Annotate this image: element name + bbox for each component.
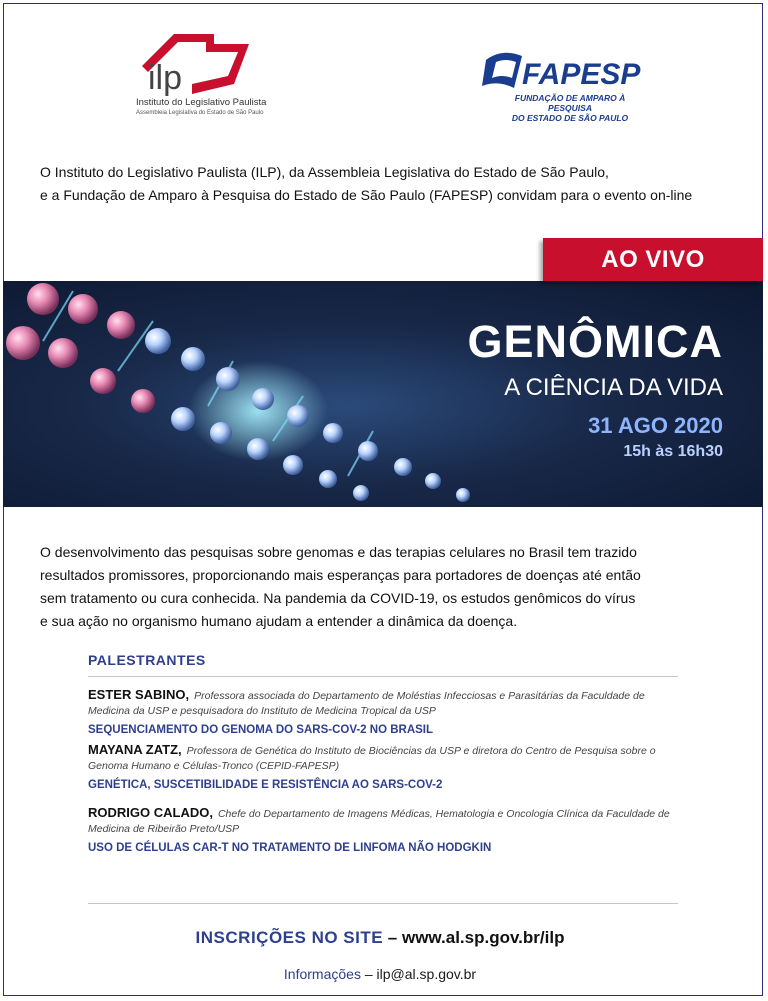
ilp-caption [136, 98, 286, 116]
signup-label: INSCRIÇÕES NO SITE [195, 928, 384, 947]
ilp-subtitle: Assembleia Legislativa do Estado de São Paulo [136, 109, 264, 116]
event-title: GENÔMICA [467, 316, 723, 367]
signup-line [0, 928, 760, 948]
description-line: e sua ação no organismo humano ajudam a entender a dinâmica da doença. [40, 613, 518, 629]
speaker-item [88, 687, 688, 736]
live-badge: AO VIVO [543, 238, 763, 281]
speaker-name: MAYANA ZATZ, [88, 742, 182, 757]
ilp-name: Instituto do Legislativo Paulista [136, 97, 267, 108]
intro-text [40, 161, 740, 207]
talk-title: USO DE CÉLULAS CAR-T NO TRATAMENTO DE LINFOMA NÃO HODGKIN [88, 842, 492, 854]
description-line: sem tratamento ou cura conhecida. Na pandemia da COVID-19, os estudos genômicos do vírus [40, 590, 636, 606]
description-line: O desenvolvimento das pesquisas sobre genomas e das terapias celulares no Brasil tem trazido [40, 544, 637, 560]
speaker-description: Professora de Genética do Instituto de Biociências da USP e diretora do Centro de Pesquisa sobre o Genoma Humano e Células-Tronco (CEPID-FAPESP) [88, 745, 656, 772]
info-email-link[interactable]: ilp@al.sp.gov.br [376, 966, 477, 982]
speaker-item [88, 742, 688, 791]
signup-separator: – [383, 928, 402, 947]
signup-link[interactable]: www.al.sp.gov.br/ilp [401, 928, 565, 947]
fapesp-caption [495, 94, 645, 123]
info-line [0, 966, 760, 982]
divider [88, 676, 678, 677]
talk-title: GENÉTICA, SUSCETIBILIDADE E RESISTÊNCIA AO SARS-COV-2 [88, 779, 443, 791]
info-label: Informações [283, 966, 361, 982]
event-date: 31 AGO 2020 [588, 413, 723, 438]
description-line: resultados promissores, proporcionando mais esperanças para portadores de doenças até então [40, 567, 641, 583]
divider [88, 903, 678, 904]
ilp-mark: ilp [148, 59, 183, 97]
event-banner [3, 281, 763, 507]
fapesp-caption-line2: DO ESTADO DE SÃO PAULO [511, 112, 629, 123]
event-subtitle: A CIÊNCIA DA VIDA [504, 374, 723, 401]
talk-title: SEQUENCIAMENTO DO GENOMA DO SARS-COV-2 NO BRASIL [88, 724, 434, 736]
fapesp-mark: FAPESP [522, 58, 641, 91]
speaker-description: Chefe do Departamento de Imagens Médicas, Hematologia e Oncologia Clínica da Faculdade de Medicina de Ribeirão Preto/USP [88, 808, 670, 835]
ilp-house-icon [134, 26, 274, 101]
intro-line: e a Fundação de Amparo à Pesquisa do Estado de São Paulo (FAPESP) convidam para o evento on-line [40, 187, 693, 203]
speaker-item [88, 805, 688, 854]
speakers-header: PALESTRANTES [88, 652, 206, 668]
intro-line: O Instituto do Legislativo Paulista (ILP), da Assembleia Legislativa do Estado de São Paulo, [40, 164, 609, 180]
speakers-section [88, 652, 688, 860]
speaker-name: ESTER SABINO, [88, 687, 190, 702]
info-separator: – [360, 966, 377, 982]
banner-text [468, 317, 724, 463]
fapesp-logo [482, 44, 642, 94]
speaker-description: Professora associada do Departamento de Moléstias Infecciosas e Parasitárias da Faculdade de Medicina da USP e pesquisadora do Instituto de Medicina Tropical da USP [88, 690, 645, 717]
speaker-name: RODRIGO CALADO, [88, 805, 213, 820]
event-time: 15h às 16h30 [623, 443, 723, 460]
fapesp-caption-line1: FUNDAÇÃO DE AMPARO À PESQUISA [514, 93, 626, 113]
event-description [40, 541, 740, 633]
